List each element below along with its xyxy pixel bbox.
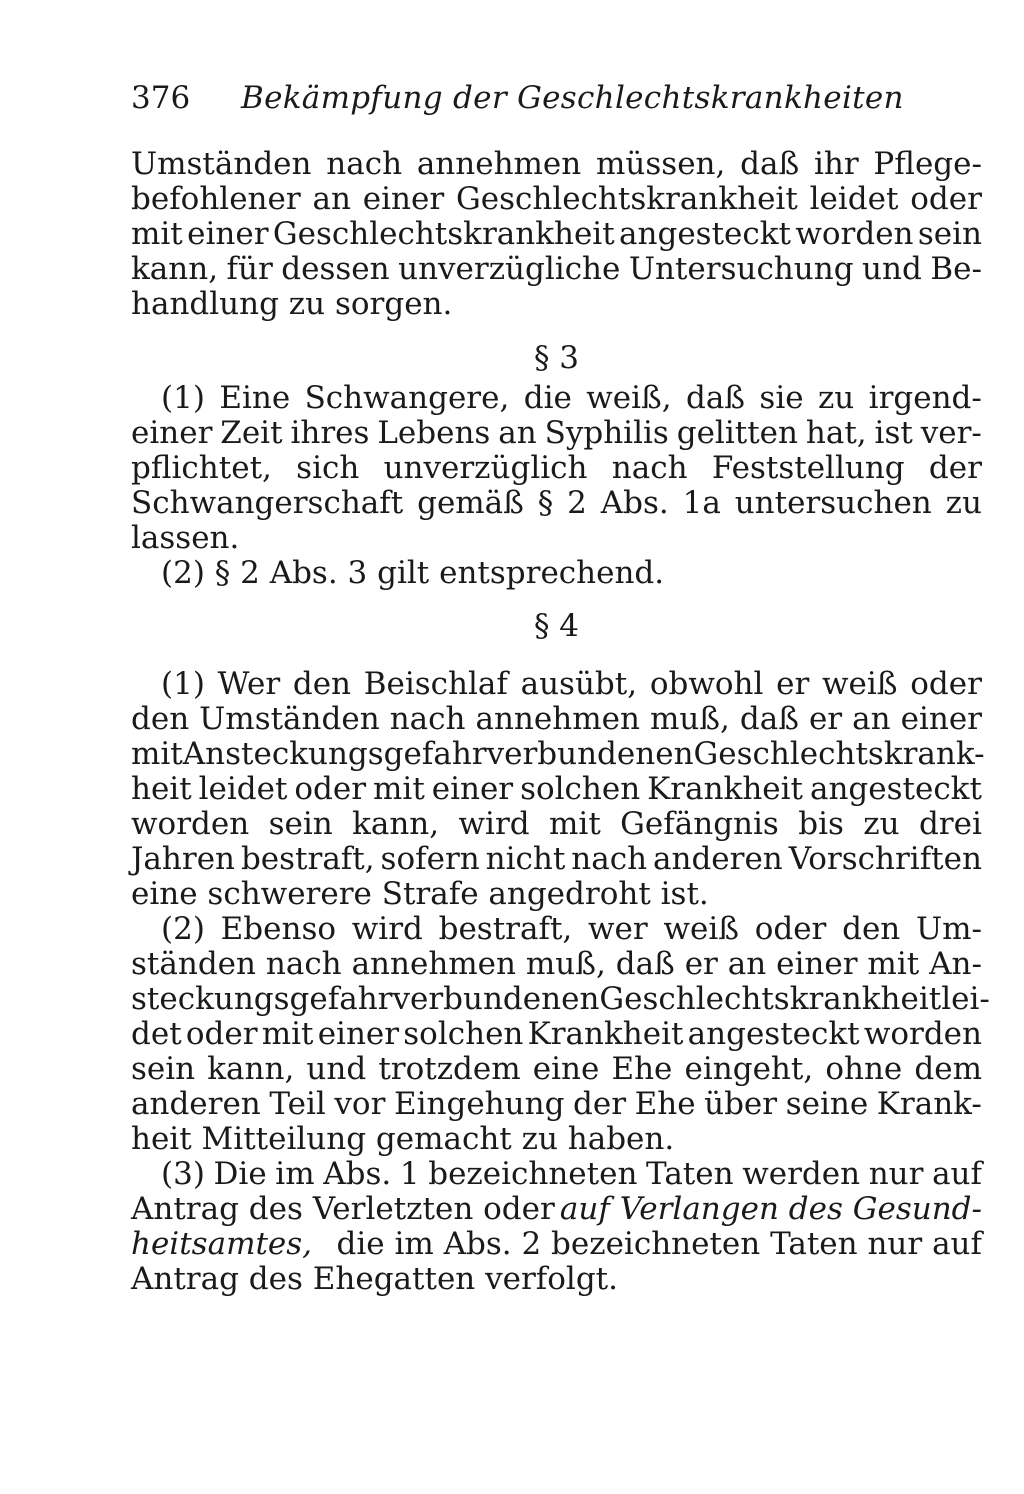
text-line — [131, 1156, 982, 1192]
word: (2) — [161, 911, 205, 947]
word: Die — [213, 1156, 267, 1192]
word: Lebens — [377, 415, 491, 451]
text-line — [131, 701, 982, 737]
word: seine — [785, 1086, 869, 1122]
word: Geschlechtskrankheit — [455, 181, 798, 217]
word: weiß — [822, 666, 898, 702]
word: befohlener — [131, 181, 301, 217]
word: Eine — [219, 380, 291, 416]
word: eingeht, — [684, 1051, 814, 1087]
word: Ebenso — [220, 911, 337, 947]
word: ist — [874, 415, 913, 451]
text-line: Antrag des Ehegatten verfolgt. — [131, 1261, 618, 1297]
word: wird — [458, 806, 530, 842]
word: Pflege- — [873, 146, 982, 182]
word: kann, — [207, 1051, 295, 1087]
word: angesteckt — [687, 1016, 860, 1052]
word: annehmen — [351, 946, 516, 982]
word: Eingehung — [393, 1086, 565, 1122]
word: Untersuchung — [628, 251, 854, 287]
word: solchen — [403, 1016, 524, 1052]
word: weiß, — [586, 380, 672, 416]
word: einer — [131, 415, 213, 451]
word: einer — [187, 216, 269, 252]
word: Umständen — [199, 701, 380, 737]
word: Taten — [646, 1156, 734, 1192]
text-line: eine schwerere Strafe angedroht ist. — [131, 876, 709, 912]
word: Abs. — [323, 1156, 392, 1192]
text-line: handlung zu sorgen. — [131, 286, 453, 322]
word: mit — [549, 806, 601, 842]
word: weiß — [663, 911, 739, 947]
word: gelitten — [676, 415, 798, 451]
word: kann, — [352, 806, 440, 842]
word: daß — [685, 380, 746, 416]
word: irgend- — [868, 380, 982, 416]
word: an — [727, 946, 767, 982]
word: Zeit — [220, 415, 283, 451]
word: obwohl — [649, 666, 764, 702]
word: worden — [795, 216, 914, 252]
word: ver- — [920, 415, 982, 451]
page-number: 376 — [131, 80, 191, 116]
section-heading-4: § 4 — [533, 608, 580, 644]
word: verbundenen — [392, 981, 600, 1017]
word: bis — [798, 806, 844, 842]
word: dem — [914, 1051, 982, 1087]
word: sein — [917, 216, 982, 252]
word: den — [842, 911, 901, 947]
word: leidet — [809, 181, 899, 217]
word: oder — [185, 1016, 258, 1052]
running-title: Bekämpfung der Geschlechtskrankheiten — [241, 80, 904, 116]
word: annehmen — [416, 146, 582, 182]
word: Abs. — [600, 485, 669, 521]
word: an — [852, 701, 891, 737]
word: Beischlaf — [363, 666, 508, 702]
word: Geschlechtskrankheit — [599, 981, 942, 1017]
text-line — [131, 146, 982, 182]
word: ihres — [290, 415, 370, 451]
italic-fragment: heitsamtes, — [131, 1226, 313, 1262]
word: nicht — [485, 841, 566, 877]
word: für — [226, 251, 273, 287]
word: anderen — [131, 1086, 261, 1122]
word: mit — [867, 946, 920, 982]
word: verbundenen — [486, 736, 694, 772]
word: den — [131, 701, 190, 737]
word: nach — [389, 701, 466, 737]
word: unverzügliche — [398, 251, 621, 287]
word: daß — [739, 701, 799, 737]
word: ihr — [813, 146, 859, 182]
word: gemäß — [417, 485, 524, 521]
word: (1) — [161, 666, 205, 702]
section-heading-3: § 3 — [533, 340, 580, 376]
text-line — [131, 806, 982, 842]
word: einer — [900, 701, 982, 737]
text-line — [131, 1016, 982, 1052]
word: einer — [431, 771, 514, 807]
text-line — [131, 736, 985, 772]
word: steckungsgefahr — [131, 981, 393, 1017]
text-line — [131, 1086, 982, 1122]
word: die — [523, 380, 572, 416]
word: worden — [863, 1016, 982, 1052]
word: det — [131, 1016, 182, 1052]
word: bestraft, — [240, 841, 375, 877]
word: Ehe — [611, 1051, 673, 1087]
text-line — [131, 251, 982, 287]
word: wer — [588, 911, 648, 947]
word: annehmen — [475, 701, 640, 737]
word: ohne — [825, 1051, 903, 1087]
word: Schwangere, — [304, 380, 510, 416]
word: sein — [268, 806, 333, 842]
word: Syphilis — [544, 415, 669, 451]
word: Umständen — [131, 146, 312, 182]
word: über — [704, 1086, 778, 1122]
running-header — [131, 78, 982, 118]
word: bezeichneten — [428, 1156, 638, 1192]
text-line-mixed — [131, 1191, 982, 1227]
word: kann, — [131, 251, 219, 287]
word: sofern — [380, 841, 480, 877]
word: muß, — [525, 946, 606, 982]
word: daß — [740, 146, 800, 182]
word: den — [292, 666, 352, 702]
word: dessen — [281, 251, 390, 287]
word: Be- — [930, 251, 982, 287]
word: und — [862, 251, 922, 287]
word: pflichtet, — [131, 450, 272, 486]
word: nach — [611, 450, 688, 486]
word: eine — [532, 1051, 600, 1087]
word: § — [537, 485, 554, 521]
word: ausübt, — [520, 666, 638, 702]
word: Jahren — [131, 841, 236, 877]
word: bestraft, — [438, 911, 573, 947]
word: nach — [265, 946, 342, 982]
word: (1) — [161, 380, 205, 416]
word: sie — [759, 380, 804, 416]
word: worden — [131, 806, 250, 842]
text-fragment: Antrag des Verletzten oder — [131, 1191, 555, 1227]
text-line — [131, 911, 982, 947]
text-line — [131, 841, 982, 877]
word: sich — [296, 450, 360, 486]
word: werden — [742, 1156, 861, 1192]
word: der — [928, 450, 982, 486]
word: Krankheit — [527, 1016, 684, 1052]
text-line — [131, 771, 982, 807]
text-line — [131, 450, 982, 486]
word: Krank- — [876, 1086, 982, 1122]
word: zu — [817, 380, 855, 416]
text-line: heit Mitteilung gemacht zu haben. — [131, 1121, 675, 1157]
word: er — [776, 666, 810, 702]
word: müssen, — [596, 146, 726, 182]
word: nach — [571, 841, 648, 877]
word: Geschlechtskrankheit — [272, 216, 615, 252]
word: untersuchen — [734, 485, 932, 521]
word: der — [573, 1086, 627, 1122]
word: mit — [373, 771, 425, 807]
word: im — [275, 1156, 315, 1192]
word: leidet — [198, 771, 288, 807]
word: Krankheit — [647, 771, 804, 807]
word: heit — [131, 771, 192, 807]
text-line — [131, 415, 982, 451]
word: Gefängnis — [620, 806, 779, 842]
word: 1 — [399, 1156, 420, 1192]
text-line — [131, 946, 982, 982]
word: lei- — [941, 981, 990, 1017]
word: daß — [615, 946, 675, 982]
word: solchen — [520, 771, 641, 807]
word: An- — [929, 946, 982, 982]
word: Schwangerschaft — [131, 485, 404, 521]
word: an — [498, 415, 537, 451]
word: einer — [362, 181, 445, 217]
word: zu — [945, 485, 982, 521]
word: drei — [918, 806, 982, 842]
word: zu — [863, 806, 900, 842]
word: einer — [317, 1016, 400, 1052]
word: muß, — [649, 701, 730, 737]
text-line: lassen. — [131, 520, 240, 556]
word: ständen — [131, 946, 256, 982]
text-line — [131, 666, 982, 702]
word: angesteckt — [809, 771, 982, 807]
word: Vorschriften — [788, 841, 982, 877]
word: oder — [754, 911, 827, 947]
word: und — [306, 1051, 367, 1087]
text-line — [131, 216, 982, 252]
word: mit — [131, 216, 183, 252]
word: sein — [131, 1051, 196, 1087]
italic-fragment: auf Verlangen des Gesund- — [559, 1191, 982, 1227]
word: Teil — [269, 1086, 326, 1122]
word: 2 — [567, 485, 587, 521]
text-line — [131, 181, 982, 217]
word: einer — [776, 946, 858, 982]
text-line: (2) § 2 Abs. 3 gilt entsprechend. — [161, 555, 665, 591]
word: vor — [334, 1086, 386, 1122]
word: Feststellung — [711, 450, 905, 486]
word: angesteckt — [619, 216, 791, 252]
word: er — [808, 701, 843, 737]
word: hat, — [805, 415, 867, 451]
text-fragment: die im Abs. 2 bezeichneten Taten nur auf — [336, 1226, 982, 1262]
text-line — [131, 380, 982, 416]
text-line — [131, 485, 982, 521]
word: oder — [910, 666, 982, 702]
word: anderen — [653, 841, 783, 877]
word: oder — [910, 181, 982, 217]
text-line — [131, 1051, 982, 1087]
word: wird — [351, 911, 423, 947]
word: Geschlechtskrank- — [693, 736, 985, 772]
word: unverzüglich — [383, 450, 588, 486]
word: 1a — [682, 485, 721, 521]
word: trotzdem — [378, 1051, 521, 1087]
word: Um- — [916, 911, 982, 947]
text-line — [131, 981, 990, 1017]
word: nur — [868, 1156, 924, 1192]
word: oder — [294, 771, 367, 807]
word: Ansteckungsgefahr — [182, 736, 487, 772]
word: er — [684, 946, 718, 982]
word: mit — [131, 736, 183, 772]
word: (3) — [161, 1156, 205, 1192]
word: an — [312, 181, 351, 217]
text-line-mixed — [131, 1226, 982, 1262]
word: Wer — [217, 666, 281, 702]
word: nach — [326, 146, 403, 182]
word: mit — [261, 1016, 314, 1052]
word: Ehe — [634, 1086, 696, 1122]
word: auf — [932, 1156, 982, 1192]
